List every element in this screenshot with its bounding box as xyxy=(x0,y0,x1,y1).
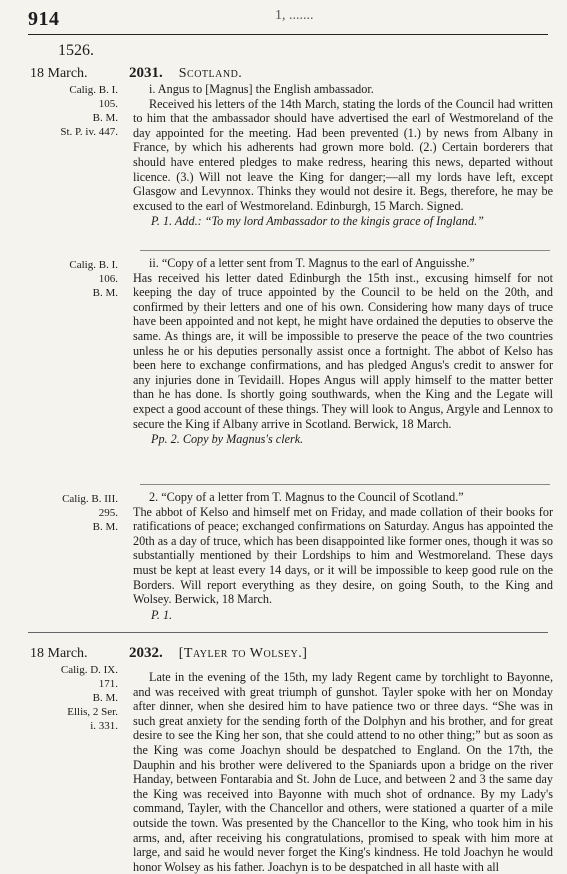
section-ii-heading: ii. “Copy of a letter sent from T. Magnus to the earl of Anguisshe.” xyxy=(149,256,475,270)
refs-2: Calig. B. III. 295. B. M. xyxy=(62,493,118,533)
section-i-footnote: P. 1. Add.: “To my lord Ambassador to the kingis grace of Ingland.” xyxy=(151,214,484,229)
entry-number: 2031. xyxy=(129,65,163,81)
refs-i: Calig. B. I. 105. B. M. St. P. iv. 447. xyxy=(60,84,118,138)
entry-2031-heading xyxy=(129,65,242,82)
entry-2032-text: Late in the evening of the 15th, my lady Regent came by torchlight to Bayonne, and was received with great triumph of gunshot. Tayler spoke with her on Monday after dinner, when she desired him to have patience two or three days. “She was in such great anxiety for the sending forth of the Dolphyn and his brother, and for great desire to see the King her son, that she could attend to no other thing;” but as soon as the King was come Joachyn should be despatched to England. On the 17th, the Dauphin and his brother were delivered to the Spaniards upon a bridge on the river Handay, between Fontarabia and St. John de Luce, and between 2 and 3 the same day the King was received into Bayonne with much shot of ordnance. By my Lady's command, Tayler, with the Chancellor and others, were stationed a quarter of a mile outside the town. Was presented by the Chancellor to the King, who took him in his arms, and, after receiving his congratulations, promised to speak with him more at large, and said he would never forget the King's kindness. He told Joachyn he would honor Wolsey as his father. Joachyn is to be despatched in all haste with all xyxy=(133,670,553,874)
entry-2032-date: 18 March. xyxy=(30,646,88,661)
section-2-text: The abbot of Kelso and himself met on Friday, and made collation of their books for ratifications of peace; exchanged confirmations on Saturday. Angus has appointed the 20th as a day of truce, which has been disappointed like former ones, though it was so substantially mentioned by their Lordships to him and Westmoreland. These days must be kept at least every 14 days, or it will be impossible to keep good rule on the Borders. Will report everything as they desire, on going South, to the King and Wolsey. Berwick, 18 March. xyxy=(133,504,553,607)
section-i xyxy=(133,82,553,229)
refs-ii: Calig. B. I. 106. B. M. xyxy=(69,259,118,299)
entry-title: [Tayler to Wolsey.] xyxy=(178,646,308,661)
entry-2031-date: 18 March. xyxy=(30,66,88,81)
page-number: 914 xyxy=(28,8,60,30)
refs-2032: Calig. D. IX. 171. B. M. Ellis, 2 Ser. i. 331. xyxy=(60,664,118,732)
running-head: 1, ....... xyxy=(275,8,314,23)
entry-2032-heading xyxy=(129,645,307,662)
section-ii-footnote: Pp. 2. Copy by Magnus's clerk. xyxy=(151,432,304,447)
entry-title: Scotland. xyxy=(178,66,243,81)
section-2-heading: 2. “Copy of a letter from T. Magnus to the Council of Scotland.” xyxy=(149,490,464,504)
separator xyxy=(140,484,550,485)
section-i-text: Received his letters of the 14th March, stating the lords of the Council had written to him that the ambassador should have advertised the earl of Westmoreland of the day appointed for the meeting. Had been prevented (1.) by news from Albany in France, by which his adherents had grown more bold. (2.) Certain borderers that should have entered pledges to make redress, hearing this news, departed without licence. (3.) Will not leave the King for danger;—all my lords have left, except Glasgow and Levynnox. Thinks they would not desire it. Begs, therefore, he may be excused to the earl of Westmoreland. Edinburgh, 15 March. Signed. xyxy=(133,96,553,213)
year-label: 1526. xyxy=(58,42,94,59)
section-2-footnote: P. 1. xyxy=(151,607,173,622)
header-rule xyxy=(28,34,548,35)
section-ii-text: Has received his letter dated Edinburgh the 15th inst., excusing himself for not keeping the day of truce appointed by the Council to be held on the 20th, and confirmed by their letters and one of his own. Considering how many days of truce have been appointed and not kept, he might have ordained the deputies to observe the same. As things are, it will be impossible to preserve the peace of the two countries unless he or his deputies personally assist once a fortnight. The abbot of Kelso has been here to exchange confirmations, and has pledged Angus's credit to answer for any injuries done in Tevidaill. Hopes Angus will apply himself to the matter better than he has done. Is shortly going southwards, when the King and the Legate will expect a good account of these things. They will look to Angus, Argyle and Lennox to secure the King if Albany arrive in Scotland. Berwick, 18 March. xyxy=(133,270,553,431)
section-2 xyxy=(133,490,553,622)
entry-divider xyxy=(28,632,548,633)
section-ii xyxy=(133,256,553,447)
entry-number: 2032. xyxy=(129,645,163,661)
separator xyxy=(140,250,550,251)
section-i-heading: i. Angus to [Magnus] the English ambassador. xyxy=(149,82,374,96)
